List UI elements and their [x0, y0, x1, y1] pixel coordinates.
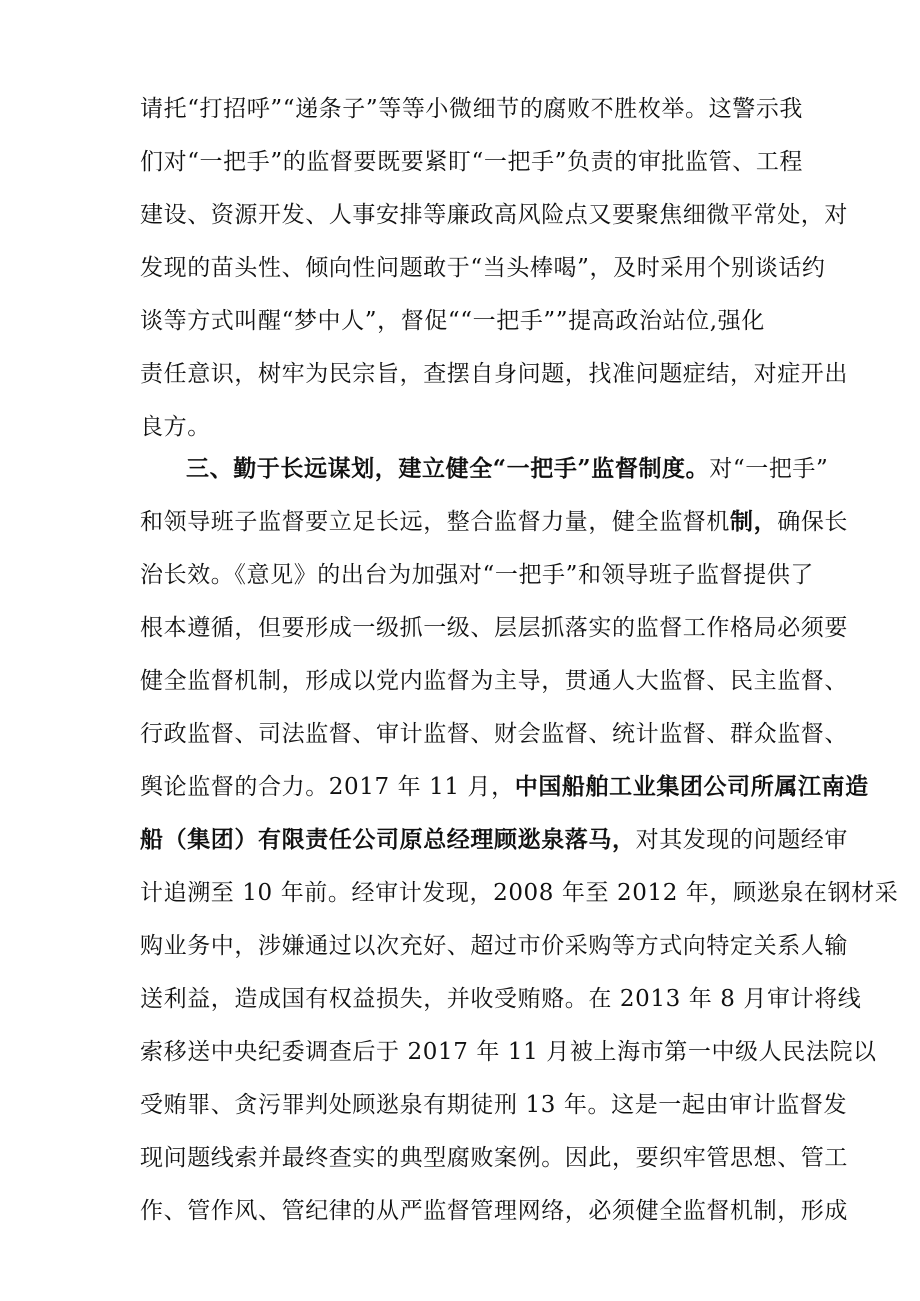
paragraph-1-line [140, 407, 800, 447]
bold-text: 船（集团）有限责任公司原总经理顾逖泉落马， [140, 826, 636, 853]
bold-text: 制 [730, 508, 754, 535]
paragraph-1-line [140, 195, 848, 235]
body-text: 建设、资源开发、人事安排等廉政高风险点又要聚焦细微平常处，对 [140, 202, 848, 228]
body-text: 谈等方式叫醒“梦中人”，督促““一把手””提高政治站位,强化 [140, 308, 765, 334]
body-text: 责任意识，树牢为民宗旨，查摆自身问题，找准问题症结，对症开出 [140, 361, 848, 387]
body-text: 索移送中央纪委调查后于 2017 年 11 月被上海市第一中级人民法院以 [140, 1039, 877, 1065]
paragraph-2-line [140, 502, 849, 542]
body-text: 发现的苗头性、倾向性问题敢于“当头棒喝”，及时采用个别谈话约 [140, 255, 826, 281]
paragraph-1-line [140, 142, 804, 182]
body-text: 受贿罪、贪污罪判处顾逖泉有期徒刑 13 年。这是一起由审计监督发 [140, 1092, 848, 1118]
paragraph-2-line [140, 926, 848, 966]
body-text: 作、管作风、管纪律的从严监督管理网络，必须健全监督机制，形成 [140, 1198, 848, 1224]
body-text: 确保长 [777, 509, 849, 535]
paragraph-2-line [140, 820, 849, 860]
body-text: 请托“打招呼”“递条子”等等小微细节的腐败不胜枚举。这警示我 [140, 96, 804, 122]
body-text: 舆论监督的合力。2017 年 11 月， [140, 774, 515, 800]
body-text: 良方。 [140, 414, 211, 440]
body-text: 对其发现的问题经审 [635, 827, 849, 853]
paragraph-2-line [140, 1138, 848, 1178]
body-text: 计追溯至 10 年前。经审计发现，2008 年至 2012 年，顾逖泉在钢材采 [140, 880, 899, 906]
body-text: 健全监督机制，形成以党内监督为主导，贯通人大监督、民主监督、 [140, 668, 848, 694]
body-text: 对“一把手” [709, 456, 829, 482]
body-text: 购业务中，涉嫌通过以次充好、超过市价采购等方式向特定关系人输 [140, 933, 848, 959]
body-text: 根本遵循，但要形成一级抓一级、层层抓落实的监督工作格局必须要 [140, 615, 848, 641]
paragraph-1-line [140, 301, 800, 341]
paragraph-2-line [140, 661, 848, 701]
paragraph-2-line [140, 1085, 848, 1125]
paragraph-2-line [140, 979, 862, 1019]
paragraph-2-line [140, 873, 899, 913]
body-text: 和领导班子监督要立足长远，整合监督力量，健全监督机 [140, 509, 730, 535]
paragraph-2-line [140, 608, 848, 648]
body-text: 治长效。《意见》的出台为加强对“一把手”和领导班子监督提供了 [140, 562, 815, 588]
paragraph-2-line [140, 714, 848, 754]
paragraph-2-line [140, 1191, 848, 1231]
body-text: 们对“一把手”的监督要既要紧盯“一把手”负责的审批监管、工程 [140, 149, 804, 175]
paragraph-1-line [140, 89, 804, 129]
body-text: 行政监督、司法监督、审计监督、财会监督、统计监督、群众监督、 [140, 721, 848, 747]
bold-text: 三、勤于长远谋划，建立健全“一把手”监督制度。 [186, 455, 710, 482]
paragraph-2-line [140, 555, 815, 595]
bold-text: ， [753, 508, 778, 535]
paragraph-2-line [186, 449, 829, 489]
paragraph-2-line [140, 767, 869, 807]
body-text: 送利益，造成国有权益损失，并收受贿赂。在 2013 年 8 月审计将线 [140, 986, 862, 1012]
bold-text: 中国船舶工业集团公司所属江南造 [514, 773, 869, 800]
paragraph-2-line [140, 1032, 877, 1072]
paragraph-1-line [140, 354, 848, 394]
paragraph-1-line [140, 248, 826, 288]
body-text: 现问题线索并最终查实的典型腐败案例。因此，要织牢管思想、管工 [140, 1145, 848, 1171]
